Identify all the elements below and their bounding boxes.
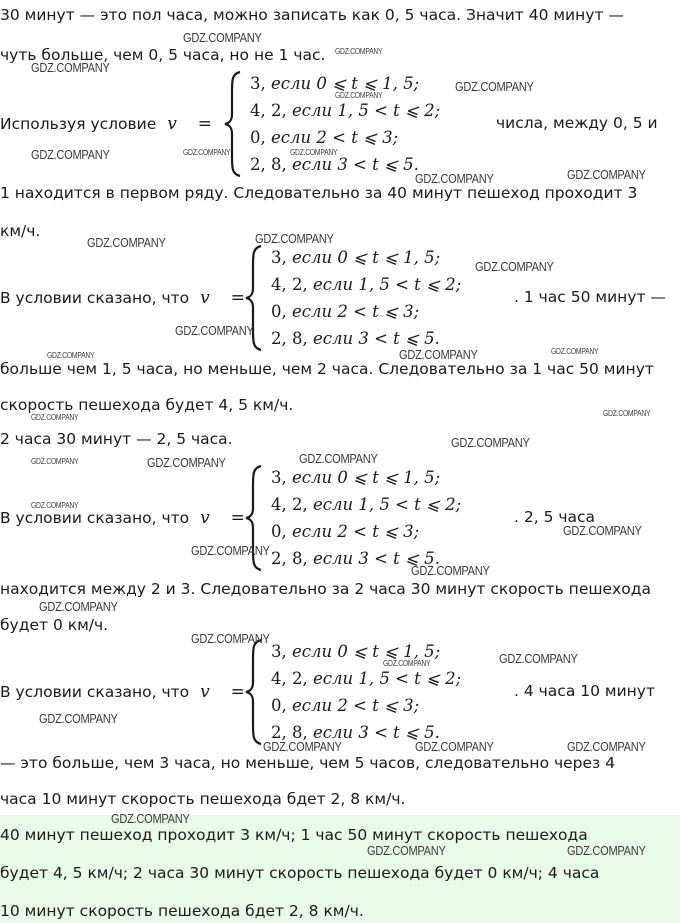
watermark: GDZ.COMPANY (415, 171, 494, 186)
watermark: GDZ.COMPANY (415, 739, 494, 754)
watermark: GDZ.COMPANY (87, 235, 166, 250)
watermark: GDZ.COMPANY (567, 843, 646, 858)
case-row: 3, если 0 ⩽ t ⩽ 1, 5; (271, 248, 441, 267)
answer-line-2: будет 4, 5 км/ч; 2 часа 30 минут скорость пешехода будет 0 км/ч; 4 часа (0, 864, 600, 882)
block-lead: В условии сказано, что v = (0, 288, 245, 308)
watermark: GDZ.COMPANY (47, 351, 95, 360)
answer-line-3: 10 минут скорость пешехода бдет 2, 8 км/ч. (0, 902, 364, 920)
text-line-4: км/ч. (0, 222, 41, 240)
text-line-9: будет 0 км/ч. (0, 616, 109, 634)
case-row: 4, 2, если 1, 5 < t ⩽ 2; (271, 275, 462, 294)
watermark: GDZ.COMPANY (31, 413, 79, 422)
watermark: GDZ.COMPANY (383, 659, 431, 668)
left-brace-icon (222, 70, 244, 178)
text-line-10: — это больше, чем 3 часа, но меньше, чем 5 часов, следовательно через 4 (0, 754, 616, 772)
condition-block-3 (0, 464, 680, 574)
watermark: GDZ.COMPANY (111, 811, 190, 826)
block-lead: Используя условие v = (0, 114, 213, 134)
case-row: 4, 2, если 1, 5 < t ⩽ 2; (271, 495, 462, 514)
watermark: GDZ.COMPANY (563, 523, 642, 538)
case-row: 2, 8, если 3 < t ⩽ 5. (271, 549, 440, 568)
watermark: GDZ.COMPANY (475, 259, 554, 274)
left-brace-icon (243, 638, 265, 746)
watermark: GDZ.COMPANY (567, 739, 646, 754)
case-row: 3, если 0 ⩽ t ⩽ 1, 5; (271, 642, 441, 661)
block-tail: . 2, 5 часа (514, 508, 596, 526)
watermark: GDZ.COMPANY (499, 651, 578, 666)
watermark: GDZ.COMPANY (567, 167, 646, 182)
block-tail: . 1 час 50 минут — (514, 288, 666, 306)
case-row: 0, если 2 < t ⩽ 3; (250, 128, 399, 147)
watermark: GDZ.COMPANY (603, 409, 651, 418)
watermark: GDZ.COMPANY (183, 30, 262, 45)
case-row: 2, 8, если 3 < t ⩽ 5. (250, 155, 419, 174)
text-line-11: часа 10 минут скорость пешехода бдет 2, 8 км/ч. (0, 790, 406, 808)
case-row: 3, если 0 ⩽ t ⩽ 1, 5; (271, 468, 441, 487)
watermark: GDZ.COMPANY (335, 91, 383, 100)
watermark: GDZ.COMPANY (299, 451, 378, 466)
watermark: GDZ.COMPANY (551, 347, 599, 356)
watermark: GDZ.COMPANY (31, 60, 110, 75)
condition-block-1 (0, 70, 680, 180)
piecewise-cases (271, 244, 461, 352)
watermark: GDZ.COMPANY (367, 843, 446, 858)
watermark: GDZ.COMPANY (263, 739, 342, 754)
watermark: GDZ.COMPANY (31, 457, 79, 466)
watermark: GDZ.COMPANY (455, 79, 534, 94)
text-line-7: 2 часа 30 минут — 2, 5 часа. (0, 430, 233, 448)
piecewise-cases (250, 70, 440, 178)
text-line-2: чуть больше, чем 0, 5 часа, но не 1 час. (0, 46, 326, 64)
answer-line-1: 40 минут пешеход проходит 3 км/ч; 1 час 50 минут скорость пешехода (0, 826, 588, 844)
case-row: 2, 8, если 3 < t ⩽ 5. (271, 723, 440, 742)
watermark: GDZ.COMPANY (175, 323, 254, 338)
text-line-6: скорость пешехода будет 4, 5 км/ч. (0, 396, 294, 414)
watermark: GDZ.COMPANY (39, 599, 118, 614)
watermark: GDZ.COMPANY (411, 563, 490, 578)
piecewise-cases (271, 464, 461, 572)
case-row: 4, 2, если 1, 5 < t ⩽ 2; (271, 669, 462, 688)
block-lead: В условии сказано, что v = (0, 508, 245, 528)
watermark: GDZ.COMPANY (191, 631, 270, 646)
block-lead: В условии сказано, что v = (0, 682, 245, 702)
condition-block-2 (0, 244, 680, 354)
text-line-1: 30 минут — это пол часа, можно записать как 0, 5 часа. Значит 40 минут — (0, 6, 624, 24)
piecewise-cases (271, 638, 461, 746)
watermark: GDZ.COMPANY (183, 148, 231, 157)
case-row: 0, если 2 < t ⩽ 3; (271, 302, 420, 321)
watermark: GDZ.COMPANY (31, 501, 79, 510)
text-line-8: находится между 2 и 3. Следовательно за 2 часа 30 минут скорость пешехода (0, 580, 651, 598)
text-line-3: 1 находится в первом ряду. Следовательно за 40 минут пешеход проходит 3 (0, 184, 638, 202)
text-line-5: больше чем 1, 5 часа, но меньше, чем 2 часа. Следовательно за 1 час 50 минут (0, 360, 654, 378)
watermark: GDZ.COMPANY (290, 148, 338, 157)
watermark: GDZ.COMPANY (451, 435, 530, 450)
watermark: GDZ.COMPANY (39, 711, 118, 726)
case-row: 3, если 0 ⩽ t ⩽ 1, 5; (250, 74, 420, 93)
watermark: GDZ.COMPANY (399, 347, 478, 362)
case-row: 2, 8, если 3 < t ⩽ 5. (271, 329, 440, 348)
watermark: GDZ.COMPANY (335, 47, 383, 56)
watermark: GDZ.COMPANY (255, 231, 334, 246)
watermark: GDZ.COMPANY (191, 543, 270, 558)
block-tail: . 4 часа 10 минут (514, 682, 655, 700)
block-tail: числа, между 0, 5 и (496, 114, 658, 132)
case-row: 0, если 2 < t ⩽ 3; (271, 696, 420, 715)
watermark: GDZ.COMPANY (31, 147, 110, 162)
case-row: 4, 2, если 1, 5 < t ⩽ 2; (250, 101, 441, 120)
case-row: 0, если 2 < t ⩽ 3; (271, 522, 420, 541)
watermark: GDZ.COMPANY (147, 455, 226, 470)
